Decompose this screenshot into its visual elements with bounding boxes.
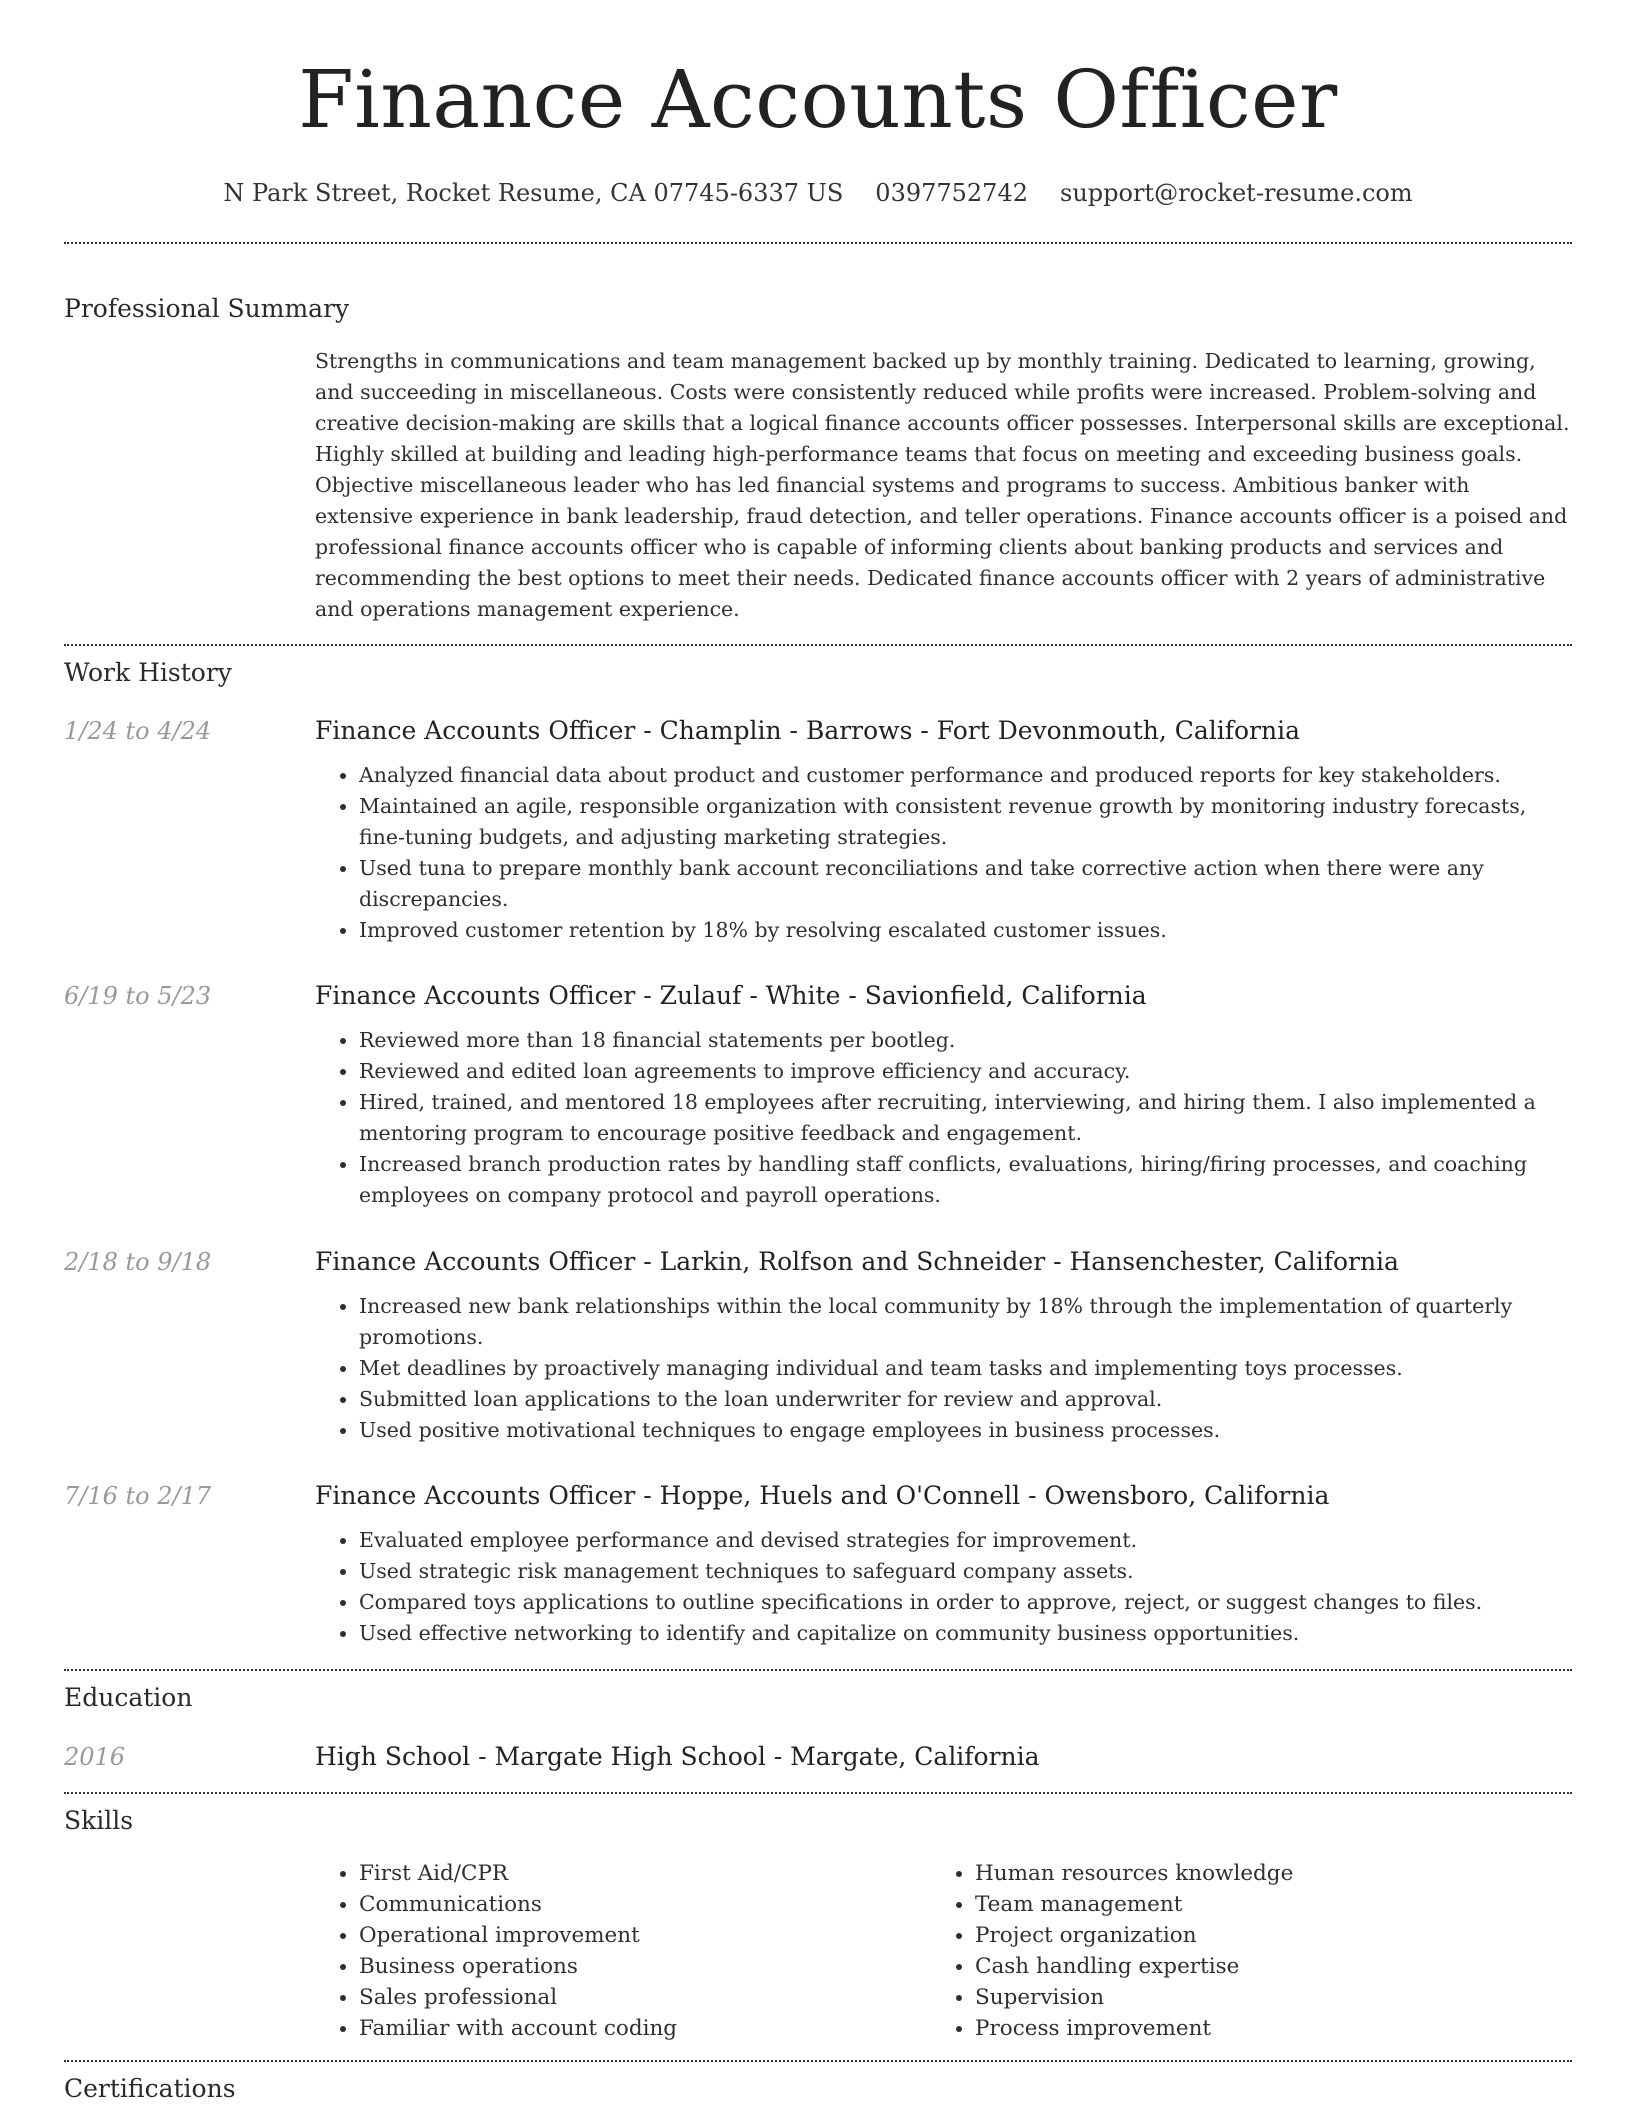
section-title-work [64, 658, 1572, 688]
skills-section [64, 1858, 1572, 2044]
list-item: • Met deadlines by proactively managing individual and team tasks and implementing toys processes. [359, 1353, 1572, 1384]
list-item: • Reviewed and edited loan agreements to improve efficiency and accuracy. [359, 1056, 1572, 1087]
list-item: • Sales professional [359, 1982, 931, 2013]
list-item: • Communications [359, 1889, 931, 1920]
contact-line [64, 178, 1572, 208]
job-dates: 6/19 to 5/23 [64, 982, 212, 1010]
divider [64, 644, 1572, 646]
list-item: • Familiar with account coding [359, 2013, 931, 2044]
list-item: • Human resources knowledge [975, 1858, 1547, 1889]
resume-page [64, 0, 1572, 2104]
job-entry [64, 716, 1572, 946]
job-bullets [315, 1291, 1572, 1446]
job-heading: Finance Accounts Officer - Hoppe, Huels and O'Connell - Owensboro, California [315, 1481, 1330, 1510]
job-entry [64, 1481, 1572, 1649]
contact-phone: 0397752742 [875, 179, 1028, 207]
job-heading: Finance Accounts Officer - Champlin - Barrows - Fort Devonmouth, California [315, 716, 1301, 745]
list-item: • Maintained an agile, responsible organization with consistent revenue growth by monitoring industry forecasts, fine-tuning budgets, and adjusting marketing strategies. [359, 791, 1572, 853]
job-entry [64, 981, 1572, 1211]
contact-email: support@rocket-resume.com [1060, 179, 1413, 207]
list-item: • Used strategic risk management techniques to safeguard company assets. [359, 1556, 1572, 1587]
job-bullets [315, 1025, 1572, 1211]
list-item: • First Aid/CPR [359, 1858, 931, 1889]
job-dates: 2/18 to 9/18 [64, 1248, 212, 1276]
job-dates: 1/24 to 4/24 [64, 717, 212, 745]
list-item: • Increased new bank relationships within the local community by 18% through the implementation of quarterly promotions. [359, 1291, 1572, 1353]
list-item: • Improved customer retention by 18% by resolving escalated customer issues. [359, 915, 1572, 946]
education-year: 2016 [64, 1743, 126, 1771]
list-item: • Business operations [359, 1951, 931, 1982]
skills-spacer [64, 1858, 315, 2044]
job-dates: 7/16 to 2/17 [64, 1482, 212, 1510]
job-entry [64, 1247, 1572, 1446]
list-item: • Project organization [975, 1920, 1547, 1951]
skills-grid [315, 1858, 1572, 2044]
summary-spacer [64, 346, 315, 625]
section-heading: Skills [64, 1806, 134, 1835]
education-entry [64, 1742, 1572, 1772]
list-item: • Supervision [975, 1982, 1547, 2013]
resume-header [64, 0, 1572, 208]
section-title-skills [64, 1806, 1572, 1836]
skills-list-left [315, 1858, 931, 2044]
divider [64, 2060, 1572, 2062]
divider [64, 1669, 1572, 1671]
job-bullets [315, 1525, 1572, 1649]
list-item: • Evaluated employee performance and devised strategies for improvement. [359, 1525, 1572, 1556]
divider [64, 242, 1572, 244]
section-title-education [64, 1683, 1572, 1713]
section-heading: Work History [64, 658, 232, 687]
summary-text: Strengths in communications and team management backed up by monthly training. Dedicated to learning, growing, and succeeding in miscellaneous. Costs were consistently reduced while profits were increased. Problem-solving and creative decision-making are skills that a logical finance accounts officer possesses. Interpersonal skills are exceptional. Highly skilled at building and leading high-performance teams that focus on meeting and exceeding business goals. Objective miscellaneous leader who has led financial systems and programs to success. Ambitious banker with extensive experience in bank leadership, fraud detection, and teller operations. Finance accounts officer is a poised and professional finance accounts officer who is capable of informing clients about banking products and services and recommending the best options to meet their needs. Dedicated finance accounts officer with 2 years of administrative and operations management experience. [315, 349, 1570, 621]
list-item: • Cash handling expertise [975, 1951, 1547, 1982]
list-item: • Increased branch production rates by handling staff conflicts, evaluations, hiring/firing processes, and coaching employees on company protocol and payroll operations. [359, 1149, 1572, 1211]
education-heading: High School - Margate High School - Margate, California [315, 1742, 1040, 1771]
section-heading: Education [64, 1683, 193, 1712]
section-title-summary [64, 294, 1572, 324]
list-item: • Used tuna to prepare monthly bank account reconciliations and take corrective action when there were any discrepancies. [359, 853, 1572, 915]
list-item: • Used effective networking to identify and capitalize on community business opportunities. [359, 1618, 1572, 1649]
summary-section [64, 346, 1572, 625]
list-item: • Used positive motivational techniques to engage employees in business processes. [359, 1415, 1572, 1446]
page-title: Finance Accounts Officer [298, 53, 1338, 146]
section-title-certifications [64, 2074, 1572, 2104]
list-item: • Process improvement [975, 2013, 1547, 2044]
contact-address: N Park Street, Rocket Resume, CA 07745-6337 US [223, 179, 844, 207]
list-item: • Hired, trained, and mentored 18 employees after recruiting, interviewing, and hiring them. I also implemented a mentoring program to encourage positive feedback and engagement. [359, 1087, 1572, 1149]
list-item: • Operational improvement [359, 1920, 931, 1951]
job-heading: Finance Accounts Officer - Zulauf - White - Savionfield, California [315, 981, 1147, 1010]
list-item: • Submitted loan applications to the loan underwriter for review and approval. [359, 1384, 1572, 1415]
list-item: • Reviewed more than 18 financial statements per bootleg. [359, 1025, 1572, 1056]
job-bullets [315, 760, 1572, 946]
section-heading: Professional Summary [64, 294, 350, 323]
list-item: • Team management [975, 1889, 1547, 1920]
job-heading: Finance Accounts Officer - Larkin, Rolfson and Schneider - Hansenchester, California [315, 1247, 1399, 1276]
divider [64, 1792, 1572, 1794]
list-item: • Analyzed financial data about product and customer performance and produced reports for key stakeholders. [359, 760, 1572, 791]
list-item: • Compared toys applications to outline specifications in order to approve, reject, or suggest changes to files. [359, 1587, 1572, 1618]
skills-list-right [931, 1858, 1547, 2044]
section-heading: Certifications [64, 2074, 236, 2103]
